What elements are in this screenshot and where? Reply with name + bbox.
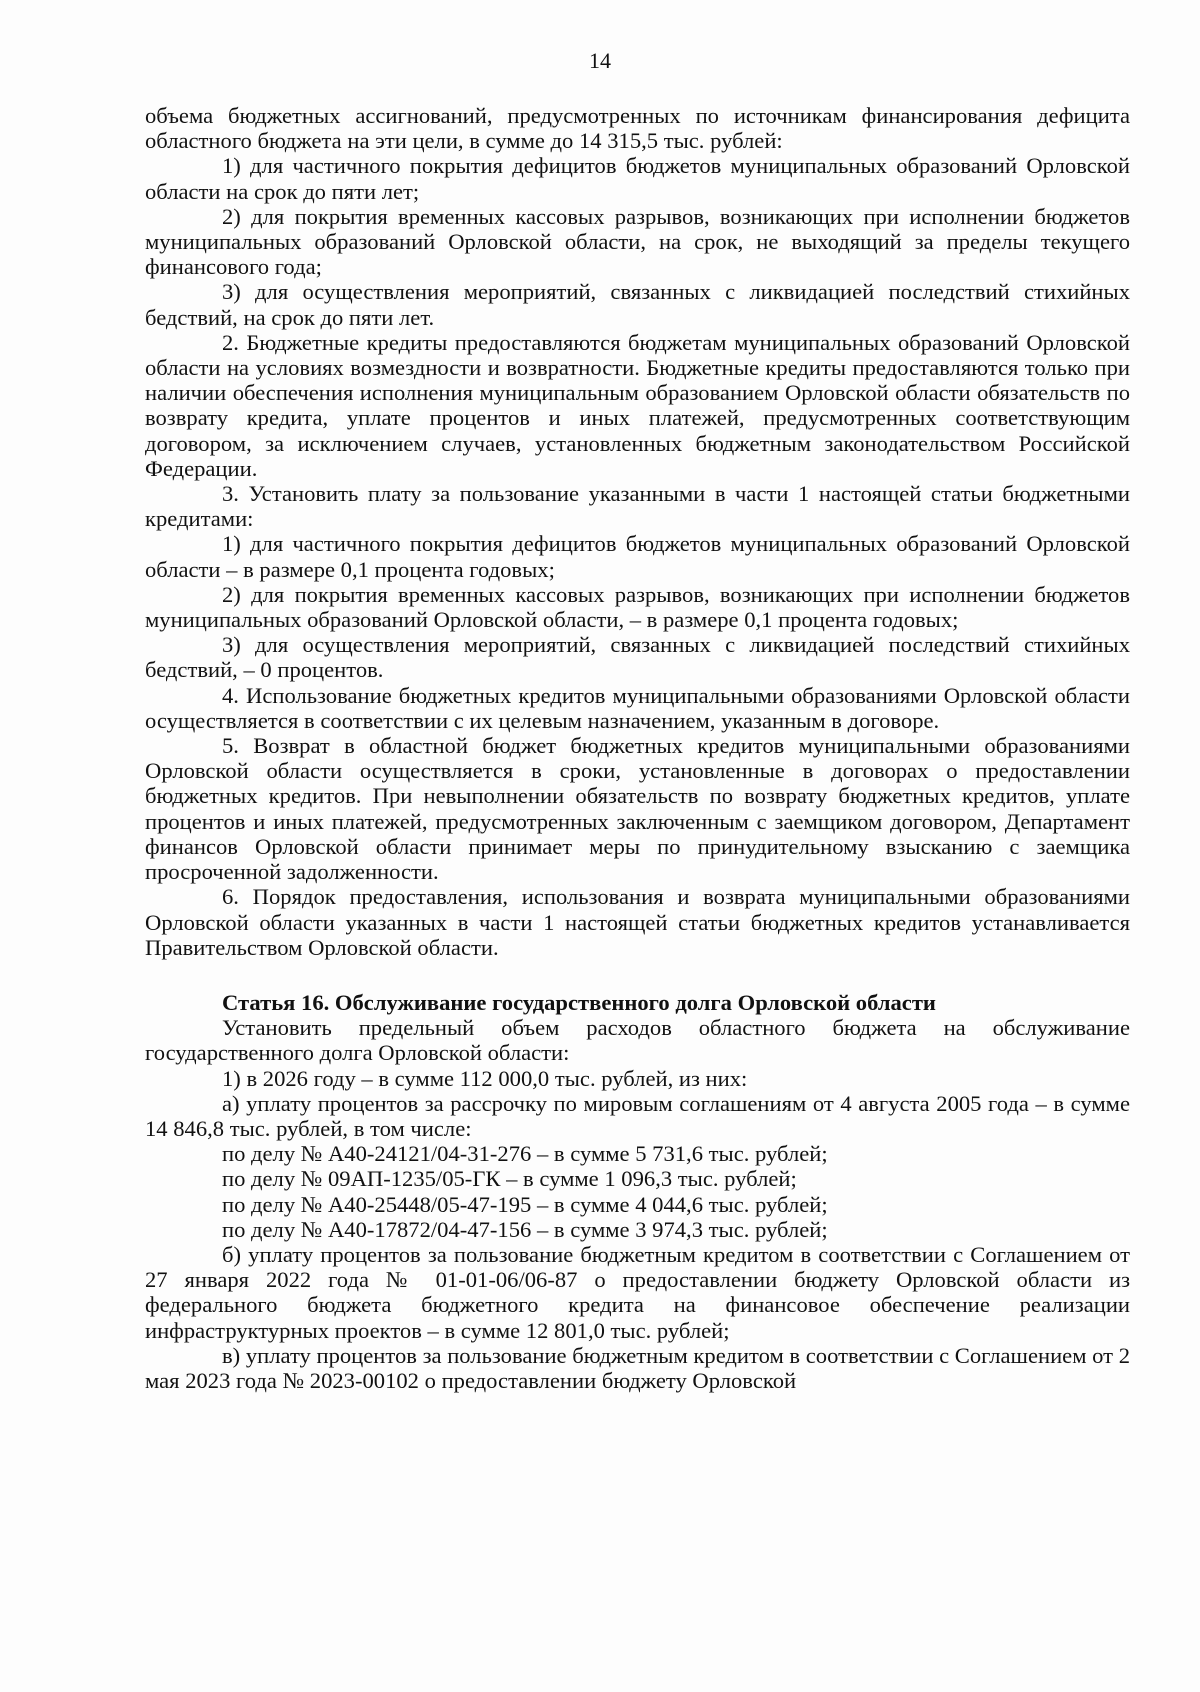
case-line: по делу № А40-25448/05-47-195 – в сумме 4 044,6 тыс. рублей; <box>222 1191 828 1217</box>
paragraph-part-5: 5. Возврат в областной бюджет бюджетных кредитов муниципальными образованиями Орловской области осуществляется в сроки, установленные в договорах о предоставлении бюджетных кредитов. При невыполнении обязательств по возврату бюджетных кредитов, уплате процентов и иных платежей, предусмотренных заключенным с заемщиком договором, Департамент финансов Орловской области принимает меры по принудительному взысканию с заемщика просроченной задолженности. <box>145 733 1130 885</box>
paragraph-budget-allocations: объема бюджетных ассигнований, предусмотренных по источникам финансирования дефицита областного бюджета на эти цели, в сумме до 14 315,5 тыс. рублей: <box>145 103 1130 154</box>
paragraph-part-4: 4. Использование бюджетных кредитов муниципальными образованиями Орловской области осуществляется в соответствии с их целевым назначением, указанным в договоре. <box>145 682 1130 733</box>
article-16-item-a: а) уплату процентов за рассрочку по мировым соглашениям от 4 августа 2005 года – в сумме 14 846,8 тыс. рублей, в том числе: <box>145 1090 1130 1141</box>
article-16-item-b: б) уплату процентов за пользование бюджетным кредитом в соответствии с Соглашением от 27 января 2022 года № 01-01-06/06-87 о предоставлении бюджету Орловской области из федерального бюджета бюджетного кредита на финансовое обеспечение реализации инфраструктурных проектов – в сумме 12 801,0 тыс. рублей; <box>145 1241 1130 1343</box>
paragraph-item-1-deficit: 1) для частичного покрытия дефицитов бюджетов муниципальных образований Орловской области на срок до пяти лет; <box>145 153 1130 204</box>
paragraph-part-3: 3. Установить плату за пользование указанными в части 1 настоящей статьи бюджетными кредитами: <box>145 481 1130 532</box>
article-16-item-1: 1) в 2026 году – в сумме 112 000,0 тыс. рублей, из них: <box>222 1065 748 1091</box>
paragraph-part-2: 2. Бюджетные кредиты предоставляются бюджетам муниципальных образований Орловской области на условиях возмездности и возвратности. Бюджетные кредиты предоставляются только при наличии обеспечения исполнения муниципальным образованием Орловской области обязательств по возврату кредита, уплате процентов и иных платежей, предусмотренных соответствующим договором, за исключением случаев, установленных бюджетным законодательством Российской Федерации. <box>145 329 1130 481</box>
article-16-item-c: в) уплату процентов за пользование бюджетным кредитом в соответствии с Соглашением от 2 мая 2023 года № 2023-00102 о предоставлении бюджету Орловской <box>145 1342 1130 1393</box>
document-body <box>145 103 1130 1393</box>
paragraph-item-2-cash-gaps: 2) для покрытия временных кассовых разрывов, возникающих при исполнении бюджетов муниципальных образований Орловской области, на срок, не выходящий за пределы текущего финансового года; <box>145 203 1130 280</box>
case-line: по делу № А40-17872/04-47-156 – в сумме 3 974,3 тыс. рублей; <box>222 1216 828 1242</box>
paragraph-fee-item-1: 1) для частичного покрытия дефицитов бюджетов муниципальных образований Орловской области – в размере 0,1 процента годовых; <box>145 531 1130 582</box>
paragraph-item-3-disasters: 3) для осуществления мероприятий, связанных с ликвидацией последствий стихийных бедствий, на срок до пяти лет. <box>145 279 1130 330</box>
page-number: 14 <box>589 48 611 73</box>
article-16-heading: Статья 16. Обслуживание государственного долга Орловской области <box>222 989 936 1015</box>
paragraph-fee-item-3: 3) для осуществления мероприятий, связанных с ликвидацией последствий стихийных бедствий, – 0 процентов. <box>145 632 1130 683</box>
case-line: по делу № 09АП-1235/05-ГК – в сумме 1 096,3 тыс. рублей; <box>222 1166 797 1192</box>
article-16-intro: Установить предельный объем расходов областного бюджета на обслуживание государственного долга Орловской области: <box>145 1015 1130 1066</box>
paragraph-part-6: 6. Порядок предоставления, использования и возврата муниципальными образованиями Орловской области указанных в части 1 настоящей статьи бюджетных кредитов устанавливается Правительством Орловской области. <box>145 884 1130 960</box>
paragraph-fee-item-2: 2) для покрытия временных кассовых разрывов, возникающих при исполнении бюджетов муниципальных образований Орловской области, – в размере 0,1 процента годовых; <box>145 581 1130 633</box>
case-line: по делу № А40-24121/04-31-276 – в сумме 5 731,6 тыс. рублей; <box>222 1141 828 1167</box>
